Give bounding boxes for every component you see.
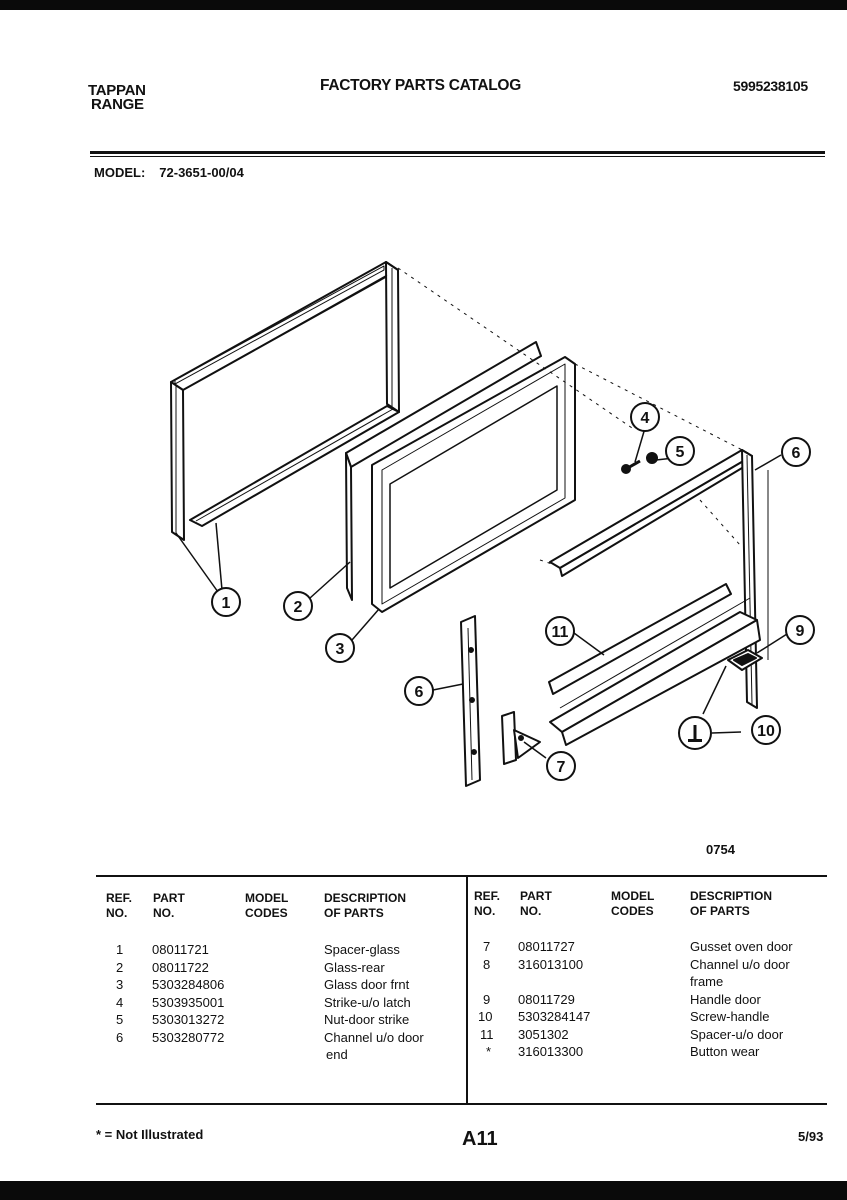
brand-line-1: TAPPAN <box>88 82 146 99</box>
table-row: 9 08011729 Handle door <box>483 991 761 1007</box>
svg-text:2: 2 <box>293 599 303 616</box>
catalog-title: FACTORY PARTS CATALOG <box>320 77 521 94</box>
table-row: 6 5303280772 Channel u/o door <box>116 1029 424 1045</box>
part-channel-frame <box>550 450 768 745</box>
hdr-desc-right: DESCRIPTION OF PARTS <box>690 889 773 918</box>
callout-1 <box>212 588 240 616</box>
part-channel-end <box>461 616 480 786</box>
illustration-code: 0754 <box>706 842 735 857</box>
hdr-ref-right: REF. NO. <box>474 889 501 918</box>
table-row: 4 5303935001 Strike-u/o latch <box>116 994 411 1010</box>
table-row: * 316013300 Button wear <box>486 1044 760 1059</box>
table-row: end <box>326 1047 348 1062</box>
revision-date: 5/93 <box>798 1129 824 1144</box>
svg-text:1: 1 <box>221 595 231 612</box>
svg-text:5: 5 <box>675 444 685 461</box>
bottom-scan-band <box>0 1181 847 1200</box>
hdr-ref-left: REF. NO. <box>106 891 133 920</box>
svg-text:7: 7 <box>556 759 566 776</box>
table-row: 2 08011722 Glass-rear <box>116 959 385 975</box>
callout-7 <box>547 752 575 780</box>
svg-text:11: 11 <box>551 624 569 641</box>
table-row: 3 5303284806 Glass door frnt <box>116 977 410 992</box>
hdr-model-left: MODEL CODES <box>245 891 289 920</box>
part-spacer-glass <box>171 262 399 540</box>
callout-3 <box>326 634 354 662</box>
table-bottom-rule <box>96 1103 827 1105</box>
table-row: frame <box>690 974 724 989</box>
part-gusset <box>502 712 540 764</box>
table-row: 5 5303013272 Nut-door strike <box>116 1012 410 1027</box>
callout-2 <box>284 592 312 620</box>
model-label: MODEL: <box>94 165 146 180</box>
hdr-model-right: MODEL CODES <box>611 889 655 918</box>
hdr-part-right: PART NO. <box>520 889 552 918</box>
page-number: A11 <box>462 1128 498 1150</box>
callout-10 <box>752 716 780 744</box>
table-top-rule <box>96 875 827 877</box>
callout-4 <box>631 403 659 431</box>
hdr-part-left: PART NO. <box>153 891 185 920</box>
callout-11 <box>546 617 574 645</box>
svg-text:6: 6 <box>414 684 424 701</box>
catalog-number: 5995238105 <box>733 78 808 94</box>
parts-table-right <box>0 938 847 1061</box>
table-row: 10 5303284147 Screw-handle <box>478 1009 770 1024</box>
table-row: 1 08011721 Spacer-glass <box>116 942 400 957</box>
svg-text:3: 3 <box>335 641 345 658</box>
svg-text:6: 6 <box>791 445 801 462</box>
brand-line-2: RANGE <box>91 96 144 113</box>
svg-text:10: 10 <box>757 723 775 740</box>
callout-6-end <box>405 677 433 705</box>
callout-9 <box>786 616 814 644</box>
screw-head-detail <box>679 717 711 749</box>
table-row: 8 316013100 Channel u/o door <box>483 956 790 972</box>
hdr-desc-left: DESCRIPTION OF PARTS <box>324 891 407 920</box>
svg-text:4: 4 <box>640 410 650 427</box>
callout-5 <box>666 437 694 465</box>
table-row: 7 08011727 Gusset oven door <box>483 939 793 954</box>
footnote-not-illustrated: * = Not Illustrated <box>96 1127 204 1142</box>
model-number: 72-3651-00/04 <box>159 165 244 180</box>
callout-6-frame <box>782 438 810 466</box>
table-row: 11 3051302 Spacer-u/o door <box>480 1026 784 1042</box>
part-strike-and-nut <box>622 453 657 473</box>
svg-text:9: 9 <box>795 623 805 640</box>
